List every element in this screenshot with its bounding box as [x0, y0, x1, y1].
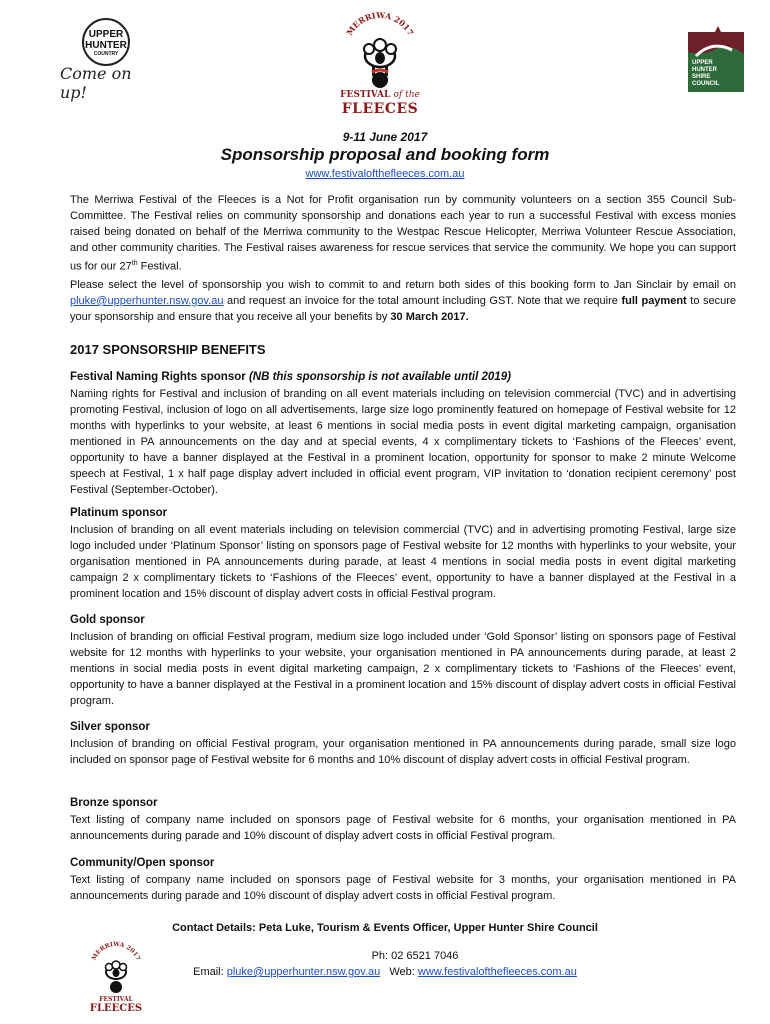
- intro-paragraph: The Merriwa Festival of the Fleeces is a Not for Profit organisation run by community volunteers on a section 355 Council Sub-Committee. The Festival relies on community sponsorship and donations each year to run a successful Festival with excess monies raised being donated on behalf of the Merriwa community to the Westpac Rescue Helicopter, Merriwa Volunteer Rescue Association, and other community charities. The Festival raises awareness for rescue services that service the community. We hope you can support us for our 27th Festival.: [70, 194, 736, 273]
- council-logo-text: UPPER HUNTER SHIRE COUNCIL: [692, 60, 720, 87]
- naming-rights-text: Naming rights for Festival and inclusion of branding on all event materials including on television commercial (TVC) and in advertising promoting Festival, inclusion of logo on all advertisements, large size logo prominently featured on homepage of Festival website for 12 months with hyperlinks to your website, at least 6 mentions in social media posts in event digital marketing campaign, organisation mentioned in PA announcements on the day and at special events, 4 x complimentary tickets to ‘Fashions of the Fleeces’ event, opportunity to have a banner displayed at the Festival in a prominent location, opportunity for sponsor to make 2 minute Welcome speech at Festival, 1 x half page display advert included in official event program, VIP invitation to ‘donation recipient ceremony’ post Festival (September-October).: [70, 388, 736, 496]
- footer-logo-fleeces-word: FLEECES: [89, 1003, 143, 1014]
- upper-hunter-shire-council-logo: [688, 26, 744, 92]
- festival-of-the-fleeces-logo: [330, 12, 430, 120]
- platinum-heading: Platinum sponsor: [70, 507, 168, 519]
- contact-details: Contact Details: Peta Luke, Tourism & Events Officer, Upper Hunter Shire Council: [172, 922, 598, 934]
- logo-festival-word: FESTIVAL of the: [340, 90, 420, 100]
- contact-email-link[interactable]: pluke@upperhunter.nsw.gov.au: [226, 966, 381, 978]
- gold-heading: Gold sponsor: [70, 614, 145, 626]
- silver-text: Inclusion of branding on official Festival program, your organisation mentioned in PA announcements during parade, small size logo included on sponsor page of Festival website for 6 months and 10% discount of display advert costs in official Festival program.: [70, 738, 736, 766]
- footer-logo-arc-text: MERRIWA 2017: [90, 940, 142, 962]
- community-text: Text listing of company name included on sponsors page of Festival website for 3 months, your organisation mentioned in PA announcements during parade and 10% discount of display advert costs in official Festival program.: [70, 874, 736, 902]
- benefits-heading: 2017 SPONSORSHIP BENEFITS: [70, 342, 266, 357]
- upper-hunter-country-logo: [60, 18, 160, 102]
- booking-email-link[interactable]: pluke@upperhunter.nsw.gov.au: [70, 295, 224, 307]
- page-title: Sponsorship proposal and booking form: [220, 145, 550, 164]
- naming-rights-heading: Festival Naming Rights sponsor (NB this sponsorship is not available until 2019): [70, 371, 511, 383]
- gold-text: Inclusion of branding on official Festival program, medium size logo included under ‘Gold Sponsor’ listing on sponsors page of Festival website for 12 months with hyperlinks to your website, your organisation mentioned in PA announcements during parade, at least 2 mentions in social media posts in event digital marketing campaign, 2 x complimentary tickets to ‘Fashions of the Fleeces’ event, opportunity to have a banner displayed at the Festival in a prominent location and 15% discount of display advert costs in official Festival program.: [70, 631, 736, 707]
- platinum-text: Inclusion of branding on all event materials including on television commercial (TVC) and in advertising promoting Festival, large size logo included under ‘Platinum Sponsor’ listing on sponsors page of Festival website for 12 months with hyperlinks to your website, your organisation mentioned in PA announcements during parade, at least 4 mentions in social media posts in event digital marketing campaign 2 x complimentary tickets to ‘Fashions of the Fleeces’ event, opportunity to have a banner displayed at the Festival in a prominent location and 15% discount of display advert costs in official Festival program.: [70, 524, 736, 600]
- bronze-heading: Bronze sponsor: [70, 797, 158, 809]
- header-website-link[interactable]: www.festivalofthefleeces.com.au: [305, 168, 465, 180]
- contact-web-link[interactable]: www.festivalofthefleeces.com.au: [417, 966, 577, 978]
- community-heading: Community/Open sponsor: [70, 857, 215, 869]
- instructions-paragraph: Please select the level of sponsorship you wish to commit to and return both sides of this booking form to Jan Sinclair by email on pluke@upperhunter.nsw.gov.au and request an invoice for the total amount including GST. Note that we require full payment to secure your sponsorship and ensure that you receive all your benefits by 30 March 2017.: [70, 279, 736, 323]
- header-website-link-wrap: [0, 168, 770, 180]
- silver-heading: Silver sponsor: [70, 721, 150, 733]
- event-dates: 9-11 June 2017: [342, 130, 428, 144]
- logo-fleeces-word: FLEECES: [341, 101, 419, 117]
- contact-phone: Ph: 02 6521 7046: [371, 950, 459, 962]
- bronze-text: Text listing of company name included on sponsors page of Festival website for 6 months, your organisation mentioned in PA announcements during parade and 10% discount of display advert costs in official Festival program.: [70, 814, 736, 842]
- svg-text:MERRIWA 2017: [344, 12, 416, 37]
- contact-links: Email: pluke@upperhunter.nsw.gov.au Web: www.festivalofthefleeces.com.au: [193, 966, 577, 978]
- logo-arc-text: MERRIWA 2017: [344, 12, 416, 38]
- footer-logo-festival-word: FESTIVAL: [99, 996, 133, 1003]
- sheep-emblem-icon: [330, 12, 430, 92]
- logo-tagline: Come on up!: [60, 64, 132, 102]
- upper-hunter-badge: UPPER HUNTER COUNTRY: [82, 18, 130, 66]
